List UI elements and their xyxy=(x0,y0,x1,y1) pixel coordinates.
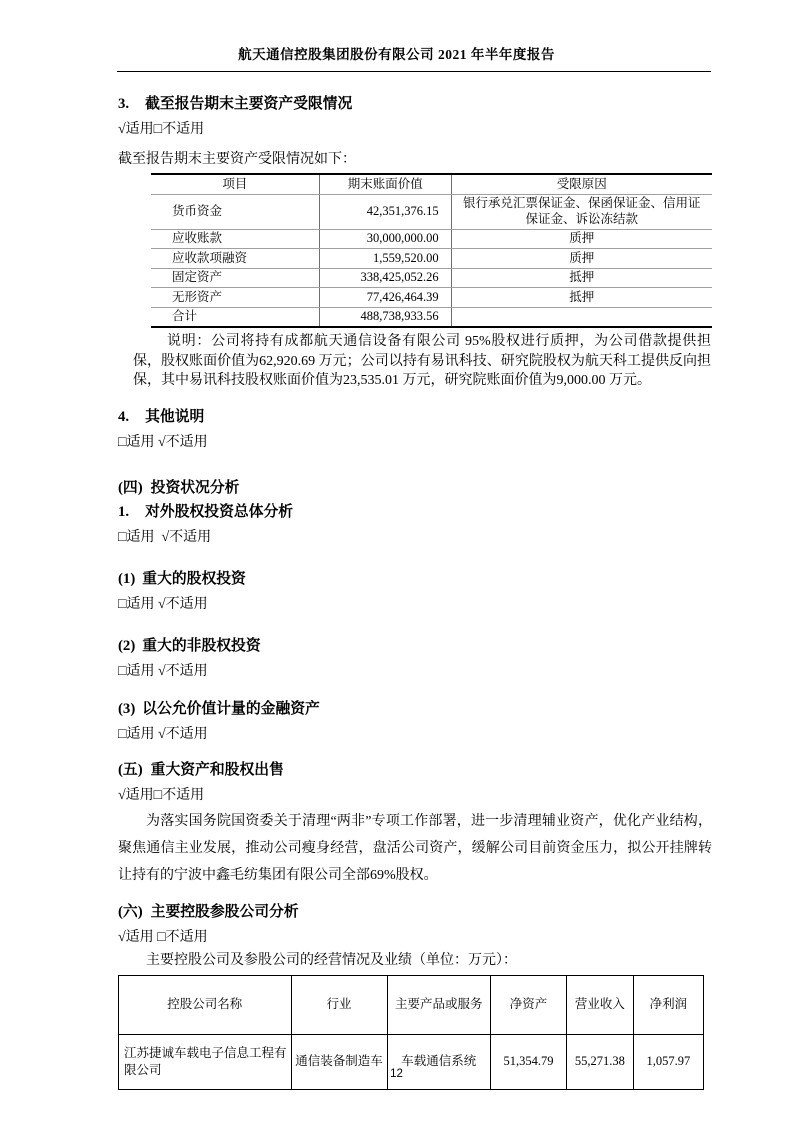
asset-reason-cell: 质押 xyxy=(451,229,712,249)
section-cn4-1-applicability: □适用 √不适用 xyxy=(118,529,212,545)
asset-item-cell: 无形资产 xyxy=(151,288,319,308)
subsection-3-heading xyxy=(118,700,712,719)
column-header-net-profit: 净利润 xyxy=(633,975,703,1034)
asset-reason-cell: 抵押 xyxy=(451,288,712,308)
subsection-2-heading xyxy=(118,637,712,656)
subsection-3-title: 以公允价值计量的金融资产 xyxy=(142,700,320,717)
table-row xyxy=(151,229,712,249)
subsection-3-number: (3) xyxy=(118,700,136,717)
subsection-2-number: (2) xyxy=(118,637,136,654)
asset-value-cell: 77,426,464.39 xyxy=(319,288,451,308)
subsidiaries-intro: 主要控股公司及参股公司的经营情况及业绩（单位：万元）： xyxy=(146,952,517,968)
subsection-3-applicability: □适用 √不适用 xyxy=(118,726,208,742)
section-4-number: 4. xyxy=(118,408,130,425)
section-cn5-applicability: √适用□不适用 xyxy=(118,787,205,803)
section-3-heading xyxy=(118,95,712,114)
section-cn5-number: (五) xyxy=(118,761,143,778)
section-cn4-1-number: 1. xyxy=(118,503,130,520)
section-3-title: 截至报告期末主要资产受限情况 xyxy=(145,96,353,112)
asset-item-cell: 应收账款 xyxy=(151,229,319,249)
section-4-applicability: □适用 √不适用 xyxy=(118,434,208,450)
total-label-cell: 合计 xyxy=(172,309,198,323)
table-row xyxy=(151,249,712,269)
table-row xyxy=(151,288,712,308)
total-value-cell: 488,738,933.56 xyxy=(319,307,451,327)
column-header-item: 项目 xyxy=(151,174,319,194)
subsection-2-applicability: □适用 √不适用 xyxy=(118,663,208,679)
section-3-applicability: √适用□不适用 xyxy=(118,122,205,137)
total-reason-cell xyxy=(451,307,712,327)
report-title: 航天通信控股集团股份有限公司 2021 年半年度报告 xyxy=(238,47,555,62)
asset-value-cell: 338,425,052.26 xyxy=(319,268,451,288)
section-cn6-number: (六) xyxy=(118,903,143,920)
restricted-assets-note: 说明：公司将持有成都航天通信设备有限公司 95%股权进行质押，为公司借款提供担保，股权账面价值为62,920.69 万元；公司以持有易讯科技、研究院股权为航天科工提供反向担保，其中易讯科技股权账面价值为23,535.01 万元，研究院账面价值为9,000.00 万元。 xyxy=(133,334,711,388)
asset-item-cell: 应收款项融资 xyxy=(151,249,319,269)
asset-value-cell: 30,000,000.00 xyxy=(319,229,451,249)
restricted-assets-table xyxy=(151,173,712,328)
column-header-value: 期末账面价值 xyxy=(319,174,451,194)
revenue-cell: 55,271.38 xyxy=(567,1034,634,1089)
subsection-1-applicability: □适用 √不适用 xyxy=(118,596,208,612)
net-profit-cell: 1,057.97 xyxy=(633,1034,703,1089)
restricted-assets-intro: 截至报告期末主要资产受限情况如下： xyxy=(118,152,356,167)
table-row xyxy=(151,268,712,288)
column-header-products: 主要产品或服务 xyxy=(387,975,491,1034)
asset-item-cell: 货币资金 xyxy=(151,194,319,229)
section-cn4-number: (四) xyxy=(118,479,143,496)
section-cn4-1-title: 对外股权投资总体分析 xyxy=(145,503,294,520)
asset-value-cell: 42,351,376.15 xyxy=(319,194,451,229)
page-content xyxy=(118,95,712,1090)
company-name-cell: 江苏捷诚车载电子信息工程有限公司 xyxy=(119,1034,292,1089)
column-header-company: 控股公司名称 xyxy=(119,975,292,1034)
column-header-reason: 受限原因 xyxy=(451,174,712,194)
table-total-row xyxy=(151,307,712,327)
section-cn5-heading xyxy=(118,761,712,780)
section-cn6-heading xyxy=(118,903,712,922)
asset-reason-cell: 质押 xyxy=(451,249,712,269)
column-header-industry: 行业 xyxy=(291,975,387,1034)
column-header-net-assets: 净资产 xyxy=(491,975,567,1034)
asset-reason-cell: 抵押 xyxy=(451,268,712,288)
subsection-1-heading xyxy=(118,570,712,589)
table-header-row xyxy=(119,975,704,1034)
section-cn4-1-heading xyxy=(118,503,712,522)
column-header-revenue: 营业收入 xyxy=(567,975,634,1034)
header-divider xyxy=(117,71,711,72)
section-4-heading xyxy=(118,408,712,427)
subsection-1-number: (1) xyxy=(118,570,136,587)
section-cn4-heading xyxy=(118,479,712,498)
asset-item-cell: 固定资产 xyxy=(151,268,319,288)
industry-cell: 通信装备制造车 xyxy=(291,1034,387,1089)
subsection-1-title: 重大的股权投资 xyxy=(142,570,246,587)
table-row xyxy=(119,1034,704,1089)
section-cn5-title: 重大资产和股权出售 xyxy=(150,761,284,778)
subsection-2-title: 重大的非股权投资 xyxy=(142,637,261,654)
table-header-row xyxy=(151,174,712,194)
asset-sale-paragraph: 为落实国务院国资委关于清理“两非”专项工作部署，进一步清理辅业资产，优化产业结构，聚焦通信主业发展，推动公司瘦身经营，盘活公司资产，缓解公司目前资金压力，拟公开挂牌转让持有的宁波中鑫毛纺集团有限公司全部69%股权。 xyxy=(118,813,712,883)
page-header xyxy=(0,0,793,72)
page-number: 12 xyxy=(390,1068,403,1080)
asset-reason-cell: 银行承兑汇票保证金、保函保证金、信用证保证金、诉讼冻结款 xyxy=(451,194,712,229)
section-cn6-applicability: √适用 □不适用 xyxy=(118,929,208,945)
section-cn4-title: 投资状况分析 xyxy=(150,479,240,496)
section-3-number: 3. xyxy=(118,96,130,112)
net-assets-cell: 51,354.79 xyxy=(491,1034,567,1089)
table-row xyxy=(151,194,712,229)
section-cn6-title: 主要控股参股公司分析 xyxy=(150,903,299,920)
products-cell: 车载通信系统 xyxy=(387,1034,491,1089)
asset-value-cell: 1,559,520.00 xyxy=(319,249,451,269)
section-4-title: 其他说明 xyxy=(145,408,205,425)
